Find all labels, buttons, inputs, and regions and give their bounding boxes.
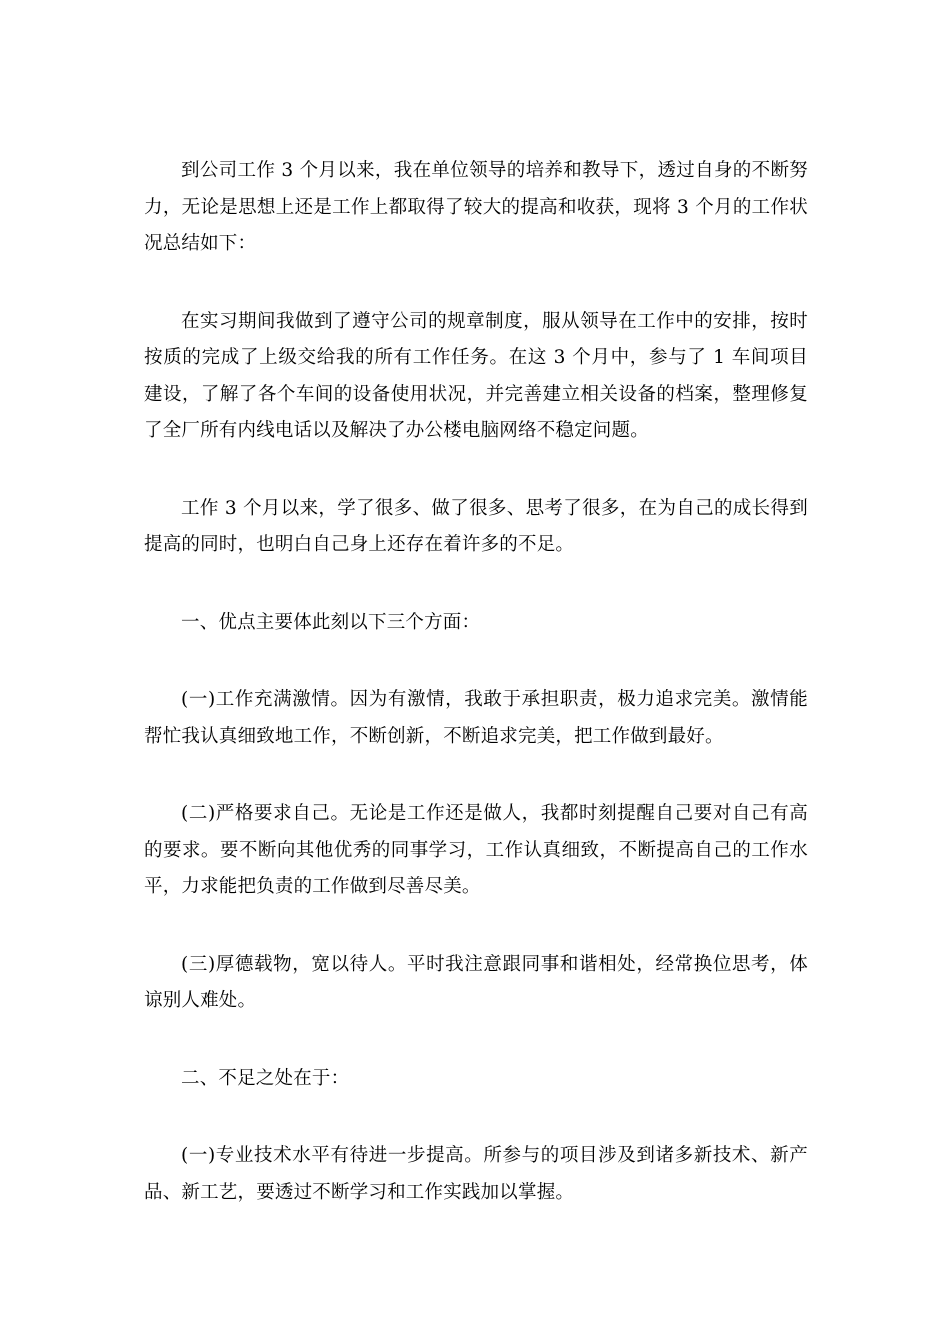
document-body — [144, 153, 808, 1252]
paragraph-intro: 到公司工作 3 个月以来，我在单位领导的培养和教导下，透过自身的不断努力，无论是思想上还是工作上都取得了较大的提高和收获，现将 3 个月的工作状况总结如下： — [144, 160, 808, 254]
paragraph-strength-3: (三)厚德载物，宽以待人。平时我注意跟同事和谐相处，经常换位思考，体谅别人难处。 — [144, 953, 808, 1011]
paragraph-strength-1: (一)工作充满激情。因为有激情，我敢于承担职责，极力追求完美。激情能帮忙我认真细致地工作，不断创新，不断追求完美，把工作做到最好。 — [144, 689, 808, 747]
paragraph-reflection: 工作 3 个月以来，学了很多、做了很多、思考了很多，在为自己的成长得到提高的同时，也明白自己身上还存在着许多的不足。 — [144, 497, 808, 555]
paragraph-weakness-1: (一)专业技术水平有待进一步提高。所参与的项目涉及到诸多新技术、新产品、新工艺，要透过不断学习和工作实践加以掌握。 — [144, 1145, 808, 1203]
paragraph-strength-2: (二)严格要求自己。无论是工作还是做人，我都时刻提醒自己要对自己有高的要求。要不断向其他优秀的同事学习，工作认真细致，不断提高自己的工作水平，力求能把负责的工作做到尽善尽美。 — [144, 803, 808, 897]
paragraph-internship: 在实习期间我做到了遵守公司的规章制度，服从领导在工作中的安排，按时按质的完成了上级交给我的所有工作任务。在这 3 个月中，参与了 1 车间项目建设，了解了各个车间的设备使用状况，并完善建立相关设备的档案，整理修复了全厂所有内线电话以及解决了办公楼电脑网络不稳定问题。 — [144, 310, 808, 441]
section-heading-weaknesses: 二、不足之处在于： — [181, 1067, 350, 1089]
section-heading-strengths: 一、优点主要体此刻以下三个方面： — [181, 611, 481, 633]
